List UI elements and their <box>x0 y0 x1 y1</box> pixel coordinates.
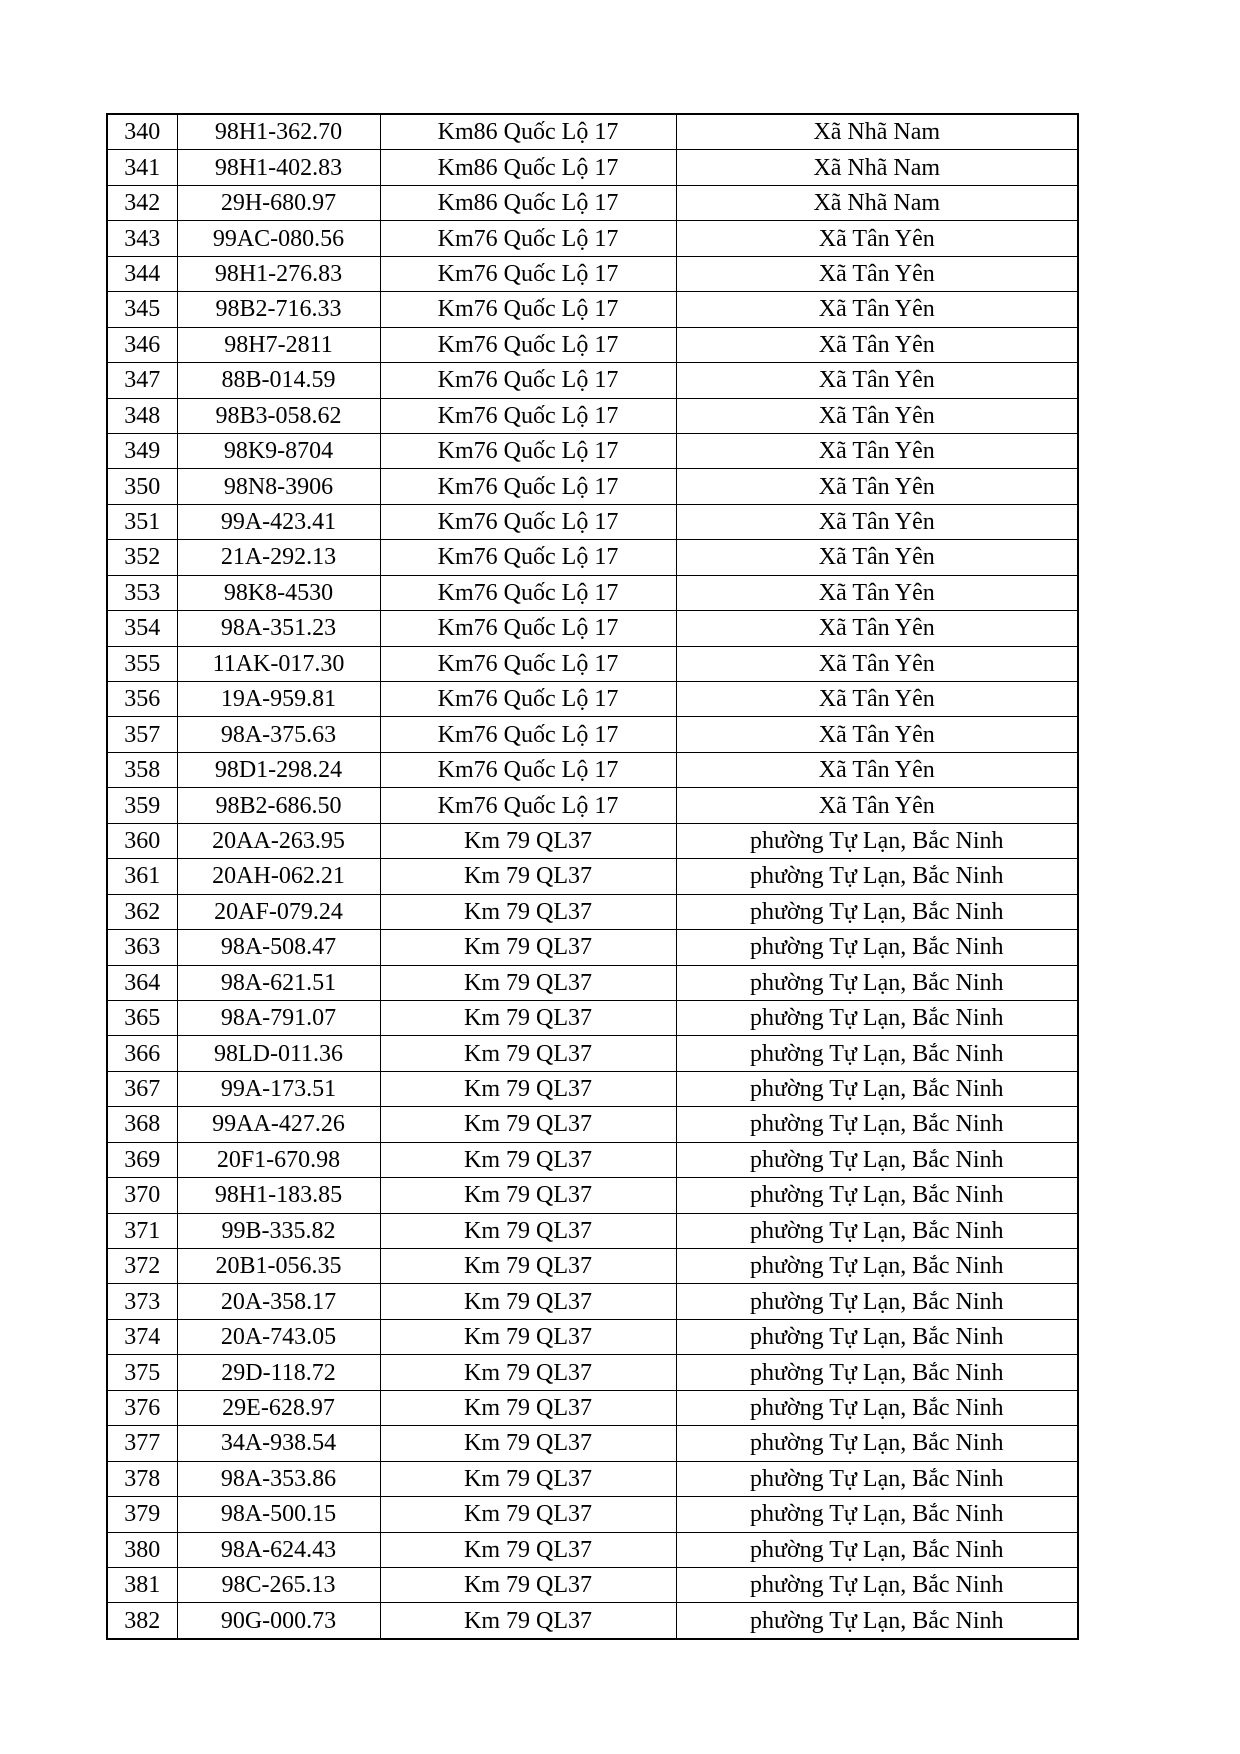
area-cell: Xã Tân Yên <box>676 398 1078 433</box>
location-cell: Km 79 QL37 <box>380 1178 676 1213</box>
row-number-cell: 379 <box>107 1497 177 1532</box>
row-number-cell: 358 <box>107 752 177 787</box>
row-number-cell: 380 <box>107 1532 177 1567</box>
row-number-cell: 353 <box>107 575 177 610</box>
location-cell: Km 79 QL37 <box>380 1390 676 1425</box>
table-row <box>107 930 1078 965</box>
table-row <box>107 1355 1078 1390</box>
license-plate-cell: 11AK-017.30 <box>177 646 380 681</box>
table-row <box>107 469 1078 504</box>
area-cell: phường Tự Lạn, Bắc Ninh <box>676 1284 1078 1319</box>
area-cell: phường Tự Lạn, Bắc Ninh <box>676 1213 1078 1248</box>
area-cell: Xã Tân Yên <box>676 469 1078 504</box>
location-cell: Km76 Quốc Lộ 17 <box>380 752 676 787</box>
row-number-cell: 346 <box>107 327 177 362</box>
area-cell: phường Tự Lạn, Bắc Ninh <box>676 1390 1078 1425</box>
table-row <box>107 1000 1078 1035</box>
row-number-cell: 371 <box>107 1213 177 1248</box>
area-cell: phường Tự Lạn, Bắc Ninh <box>676 1142 1078 1177</box>
table-row <box>107 1603 1078 1639</box>
area-cell: Xã Tân Yên <box>676 327 1078 362</box>
license-plate-cell: 98H1-276.83 <box>177 256 380 291</box>
area-cell: Xã Nhã Nam <box>676 150 1078 185</box>
row-number-cell: 362 <box>107 894 177 929</box>
license-plate-cell: 98H1-183.85 <box>177 1178 380 1213</box>
table-row <box>107 965 1078 1000</box>
area-cell: phường Tự Lạn, Bắc Ninh <box>676 1461 1078 1496</box>
row-number-cell: 360 <box>107 823 177 858</box>
license-plate-cell: 98K9-8704 <box>177 433 380 468</box>
area-cell: Xã Tân Yên <box>676 682 1078 717</box>
row-number-cell: 347 <box>107 363 177 398</box>
row-number-cell: 354 <box>107 611 177 646</box>
location-cell: Km 79 QL37 <box>380 1497 676 1532</box>
location-cell: Km 79 QL37 <box>380 1532 676 1567</box>
location-cell: Km 79 QL37 <box>380 823 676 858</box>
area-cell: phường Tự Lạn, Bắc Ninh <box>676 1000 1078 1035</box>
table-row <box>107 1567 1078 1602</box>
location-cell: Km 79 QL37 <box>380 859 676 894</box>
license-plate-cell: 20AH-062.21 <box>177 859 380 894</box>
table-row <box>107 1178 1078 1213</box>
area-cell: phường Tự Lạn, Bắc Ninh <box>676 1497 1078 1532</box>
table-row <box>107 1319 1078 1354</box>
location-cell: Km 79 QL37 <box>380 1142 676 1177</box>
location-cell: Km 79 QL37 <box>380 1355 676 1390</box>
row-number-cell: 341 <box>107 150 177 185</box>
area-cell: Xã Tân Yên <box>676 646 1078 681</box>
license-plate-cell: 19A-959.81 <box>177 682 380 717</box>
location-cell: Km 79 QL37 <box>380 930 676 965</box>
row-number-cell: 376 <box>107 1390 177 1425</box>
table-row <box>107 114 1078 150</box>
location-cell: Km76 Quốc Lộ 17 <box>380 788 676 823</box>
table-row <box>107 433 1078 468</box>
area-cell: Xã Tân Yên <box>676 504 1078 539</box>
location-cell: Km 79 QL37 <box>380 1319 676 1354</box>
row-number-cell: 378 <box>107 1461 177 1496</box>
table-row <box>107 327 1078 362</box>
license-plate-cell: 20AA-263.95 <box>177 823 380 858</box>
violations-table <box>106 113 1079 1640</box>
row-number-cell: 373 <box>107 1284 177 1319</box>
area-cell: Xã Tân Yên <box>676 433 1078 468</box>
license-plate-cell: 98B2-686.50 <box>177 788 380 823</box>
area-cell: Xã Tân Yên <box>676 221 1078 256</box>
table-row <box>107 504 1078 539</box>
license-plate-cell: 98K8-4530 <box>177 575 380 610</box>
row-number-cell: 357 <box>107 717 177 752</box>
license-plate-cell: 20B1-056.35 <box>177 1249 380 1284</box>
table-row <box>107 788 1078 823</box>
area-cell: Xã Tân Yên <box>676 540 1078 575</box>
row-number-cell: 351 <box>107 504 177 539</box>
license-plate-cell: 98C-265.13 <box>177 1567 380 1602</box>
table-row <box>107 1036 1078 1071</box>
license-plate-cell: 98A-375.63 <box>177 717 380 752</box>
row-number-cell: 368 <box>107 1107 177 1142</box>
area-cell: phường Tự Lạn, Bắc Ninh <box>676 859 1078 894</box>
table-row <box>107 256 1078 291</box>
license-plate-cell: 99AC-080.56 <box>177 221 380 256</box>
license-plate-cell: 20A-743.05 <box>177 1319 380 1354</box>
location-cell: Km 79 QL37 <box>380 1071 676 1106</box>
area-cell: phường Tự Lạn, Bắc Ninh <box>676 1249 1078 1284</box>
row-number-cell: 348 <box>107 398 177 433</box>
row-number-cell: 355 <box>107 646 177 681</box>
row-number-cell: 366 <box>107 1036 177 1071</box>
location-cell: Km 79 QL37 <box>380 1603 676 1639</box>
location-cell: Km76 Quốc Lộ 17 <box>380 256 676 291</box>
table-row <box>107 859 1078 894</box>
license-plate-cell: 20A-358.17 <box>177 1284 380 1319</box>
area-cell: Xã Nhã Nam <box>676 185 1078 220</box>
license-plate-cell: 98A-624.43 <box>177 1532 380 1567</box>
location-cell: Km 79 QL37 <box>380 894 676 929</box>
license-plate-cell: 99A-173.51 <box>177 1071 380 1106</box>
row-number-cell: 377 <box>107 1426 177 1461</box>
license-plate-cell: 20AF-079.24 <box>177 894 380 929</box>
location-cell: Km 79 QL37 <box>380 1000 676 1035</box>
table-row <box>107 292 1078 327</box>
location-cell: Km76 Quốc Lộ 17 <box>380 221 676 256</box>
location-cell: Km 79 QL37 <box>380 1213 676 1248</box>
license-plate-cell: 98A-500.15 <box>177 1497 380 1532</box>
location-cell: Km76 Quốc Lộ 17 <box>380 433 676 468</box>
location-cell: Km 79 QL37 <box>380 1107 676 1142</box>
area-cell: phường Tự Lạn, Bắc Ninh <box>676 1071 1078 1106</box>
table-row <box>107 221 1078 256</box>
location-cell: Km76 Quốc Lộ 17 <box>380 363 676 398</box>
location-cell: Km76 Quốc Lộ 17 <box>380 504 676 539</box>
area-cell: Xã Nhã Nam <box>676 114 1078 150</box>
table-row <box>107 646 1078 681</box>
license-plate-cell: 88B-014.59 <box>177 363 380 398</box>
area-cell: phường Tự Lạn, Bắc Ninh <box>676 965 1078 1000</box>
location-cell: Km86 Quốc Lộ 17 <box>380 185 676 220</box>
table-row <box>107 1497 1078 1532</box>
row-number-cell: 359 <box>107 788 177 823</box>
row-number-cell: 382 <box>107 1603 177 1639</box>
table-row <box>107 823 1078 858</box>
table-row <box>107 540 1078 575</box>
location-cell: Km76 Quốc Lộ 17 <box>380 469 676 504</box>
row-number-cell: 364 <box>107 965 177 1000</box>
license-plate-cell: 98A-508.47 <box>177 930 380 965</box>
license-plate-cell: 29E-628.97 <box>177 1390 380 1425</box>
location-cell: Km 79 QL37 <box>380 1461 676 1496</box>
table-row <box>107 185 1078 220</box>
location-cell: Km 79 QL37 <box>380 1036 676 1071</box>
row-number-cell: 344 <box>107 256 177 291</box>
area-cell: phường Tự Lạn, Bắc Ninh <box>676 823 1078 858</box>
table-row <box>107 1213 1078 1248</box>
location-cell: Km86 Quốc Lộ 17 <box>380 114 676 150</box>
table-row <box>107 1071 1078 1106</box>
license-plate-cell: 99AA-427.26 <box>177 1107 380 1142</box>
row-number-cell: 367 <box>107 1071 177 1106</box>
location-cell: Km76 Quốc Lộ 17 <box>380 575 676 610</box>
area-cell: Xã Tân Yên <box>676 611 1078 646</box>
row-number-cell: 381 <box>107 1567 177 1602</box>
row-number-cell: 372 <box>107 1249 177 1284</box>
license-plate-cell: 98N8-3906 <box>177 469 380 504</box>
license-plate-cell: 99A-423.41 <box>177 504 380 539</box>
row-number-cell: 361 <box>107 859 177 894</box>
area-cell: phường Tự Lạn, Bắc Ninh <box>676 930 1078 965</box>
area-cell: phường Tự Lạn, Bắc Ninh <box>676 1107 1078 1142</box>
table-row <box>107 1107 1078 1142</box>
table-row <box>107 398 1078 433</box>
area-cell: phường Tự Lạn, Bắc Ninh <box>676 1319 1078 1354</box>
license-plate-cell: 29D-118.72 <box>177 1355 380 1390</box>
area-cell: phường Tự Lạn, Bắc Ninh <box>676 1532 1078 1567</box>
license-plate-cell: 20F1-670.98 <box>177 1142 380 1177</box>
location-cell: Km86 Quốc Lộ 17 <box>380 150 676 185</box>
row-number-cell: 369 <box>107 1142 177 1177</box>
license-plate-cell: 98H1-402.83 <box>177 150 380 185</box>
row-number-cell: 345 <box>107 292 177 327</box>
area-cell: phường Tự Lạn, Bắc Ninh <box>676 1603 1078 1639</box>
area-cell: phường Tự Lạn, Bắc Ninh <box>676 1178 1078 1213</box>
location-cell: Km76 Quốc Lộ 17 <box>380 398 676 433</box>
table-row <box>107 717 1078 752</box>
area-cell: phường Tự Lạn, Bắc Ninh <box>676 1567 1078 1602</box>
table-row <box>107 575 1078 610</box>
row-number-cell: 342 <box>107 185 177 220</box>
location-cell: Km 79 QL37 <box>380 1426 676 1461</box>
area-cell: phường Tự Lạn, Bắc Ninh <box>676 1426 1078 1461</box>
location-cell: Km76 Quốc Lộ 17 <box>380 611 676 646</box>
license-plate-cell: 98LD-011.36 <box>177 1036 380 1071</box>
location-cell: Km 79 QL37 <box>380 965 676 1000</box>
row-number-cell: 340 <box>107 114 177 150</box>
location-cell: Km 79 QL37 <box>380 1249 676 1284</box>
table-row <box>107 150 1078 185</box>
license-plate-cell: 98H7-2811 <box>177 327 380 362</box>
location-cell: Km76 Quốc Lộ 17 <box>380 682 676 717</box>
license-plate-cell: 98A-791.07 <box>177 1000 380 1035</box>
table-row <box>107 752 1078 787</box>
table-row <box>107 894 1078 929</box>
row-number-cell: 365 <box>107 1000 177 1035</box>
license-plate-cell: 90G-000.73 <box>177 1603 380 1639</box>
row-number-cell: 370 <box>107 1178 177 1213</box>
area-cell: phường Tự Lạn, Bắc Ninh <box>676 1036 1078 1071</box>
row-number-cell: 375 <box>107 1355 177 1390</box>
area-cell: Xã Tân Yên <box>676 292 1078 327</box>
row-number-cell: 374 <box>107 1319 177 1354</box>
area-cell: phường Tự Lạn, Bắc Ninh <box>676 894 1078 929</box>
location-cell: Km 79 QL37 <box>380 1567 676 1602</box>
license-plate-cell: 98A-621.51 <box>177 965 380 1000</box>
license-plate-cell: 98B2-716.33 <box>177 292 380 327</box>
location-cell: Km76 Quốc Lộ 17 <box>380 540 676 575</box>
row-number-cell: 352 <box>107 540 177 575</box>
row-number-cell: 349 <box>107 433 177 468</box>
table-row <box>107 1284 1078 1319</box>
area-cell: Xã Tân Yên <box>676 752 1078 787</box>
row-number-cell: 350 <box>107 469 177 504</box>
area-cell: phường Tự Lạn, Bắc Ninh <box>676 1355 1078 1390</box>
table-row <box>107 363 1078 398</box>
table-row <box>107 1142 1078 1177</box>
license-plate-cell: 29H-680.97 <box>177 185 380 220</box>
location-cell: Km76 Quốc Lộ 17 <box>380 327 676 362</box>
location-cell: Km76 Quốc Lộ 17 <box>380 646 676 681</box>
location-cell: Km76 Quốc Lộ 17 <box>380 717 676 752</box>
area-cell: Xã Tân Yên <box>676 717 1078 752</box>
area-cell: Xã Tân Yên <box>676 363 1078 398</box>
row-number-cell: 343 <box>107 221 177 256</box>
table-row <box>107 611 1078 646</box>
area-cell: Xã Tân Yên <box>676 788 1078 823</box>
table-row <box>107 1532 1078 1567</box>
violations-table-body <box>107 114 1078 1639</box>
table-row <box>107 1249 1078 1284</box>
table-row <box>107 1461 1078 1496</box>
location-cell: Km 79 QL37 <box>380 1284 676 1319</box>
license-plate-cell: 98D1-298.24 <box>177 752 380 787</box>
license-plate-cell: 98A-351.23 <box>177 611 380 646</box>
area-cell: Xã Tân Yên <box>676 256 1078 291</box>
license-plate-cell: 98B3-058.62 <box>177 398 380 433</box>
table-row <box>107 682 1078 717</box>
location-cell: Km76 Quốc Lộ 17 <box>380 292 676 327</box>
area-cell: Xã Tân Yên <box>676 575 1078 610</box>
row-number-cell: 356 <box>107 682 177 717</box>
license-plate-cell: 99B-335.82 <box>177 1213 380 1248</box>
table-row <box>107 1390 1078 1425</box>
table-row <box>107 1426 1078 1461</box>
license-plate-cell: 98A-353.86 <box>177 1461 380 1496</box>
license-plate-cell: 98H1-362.70 <box>177 114 380 150</box>
license-plate-cell: 21A-292.13 <box>177 540 380 575</box>
row-number-cell: 363 <box>107 930 177 965</box>
license-plate-cell: 34A-938.54 <box>177 1426 380 1461</box>
